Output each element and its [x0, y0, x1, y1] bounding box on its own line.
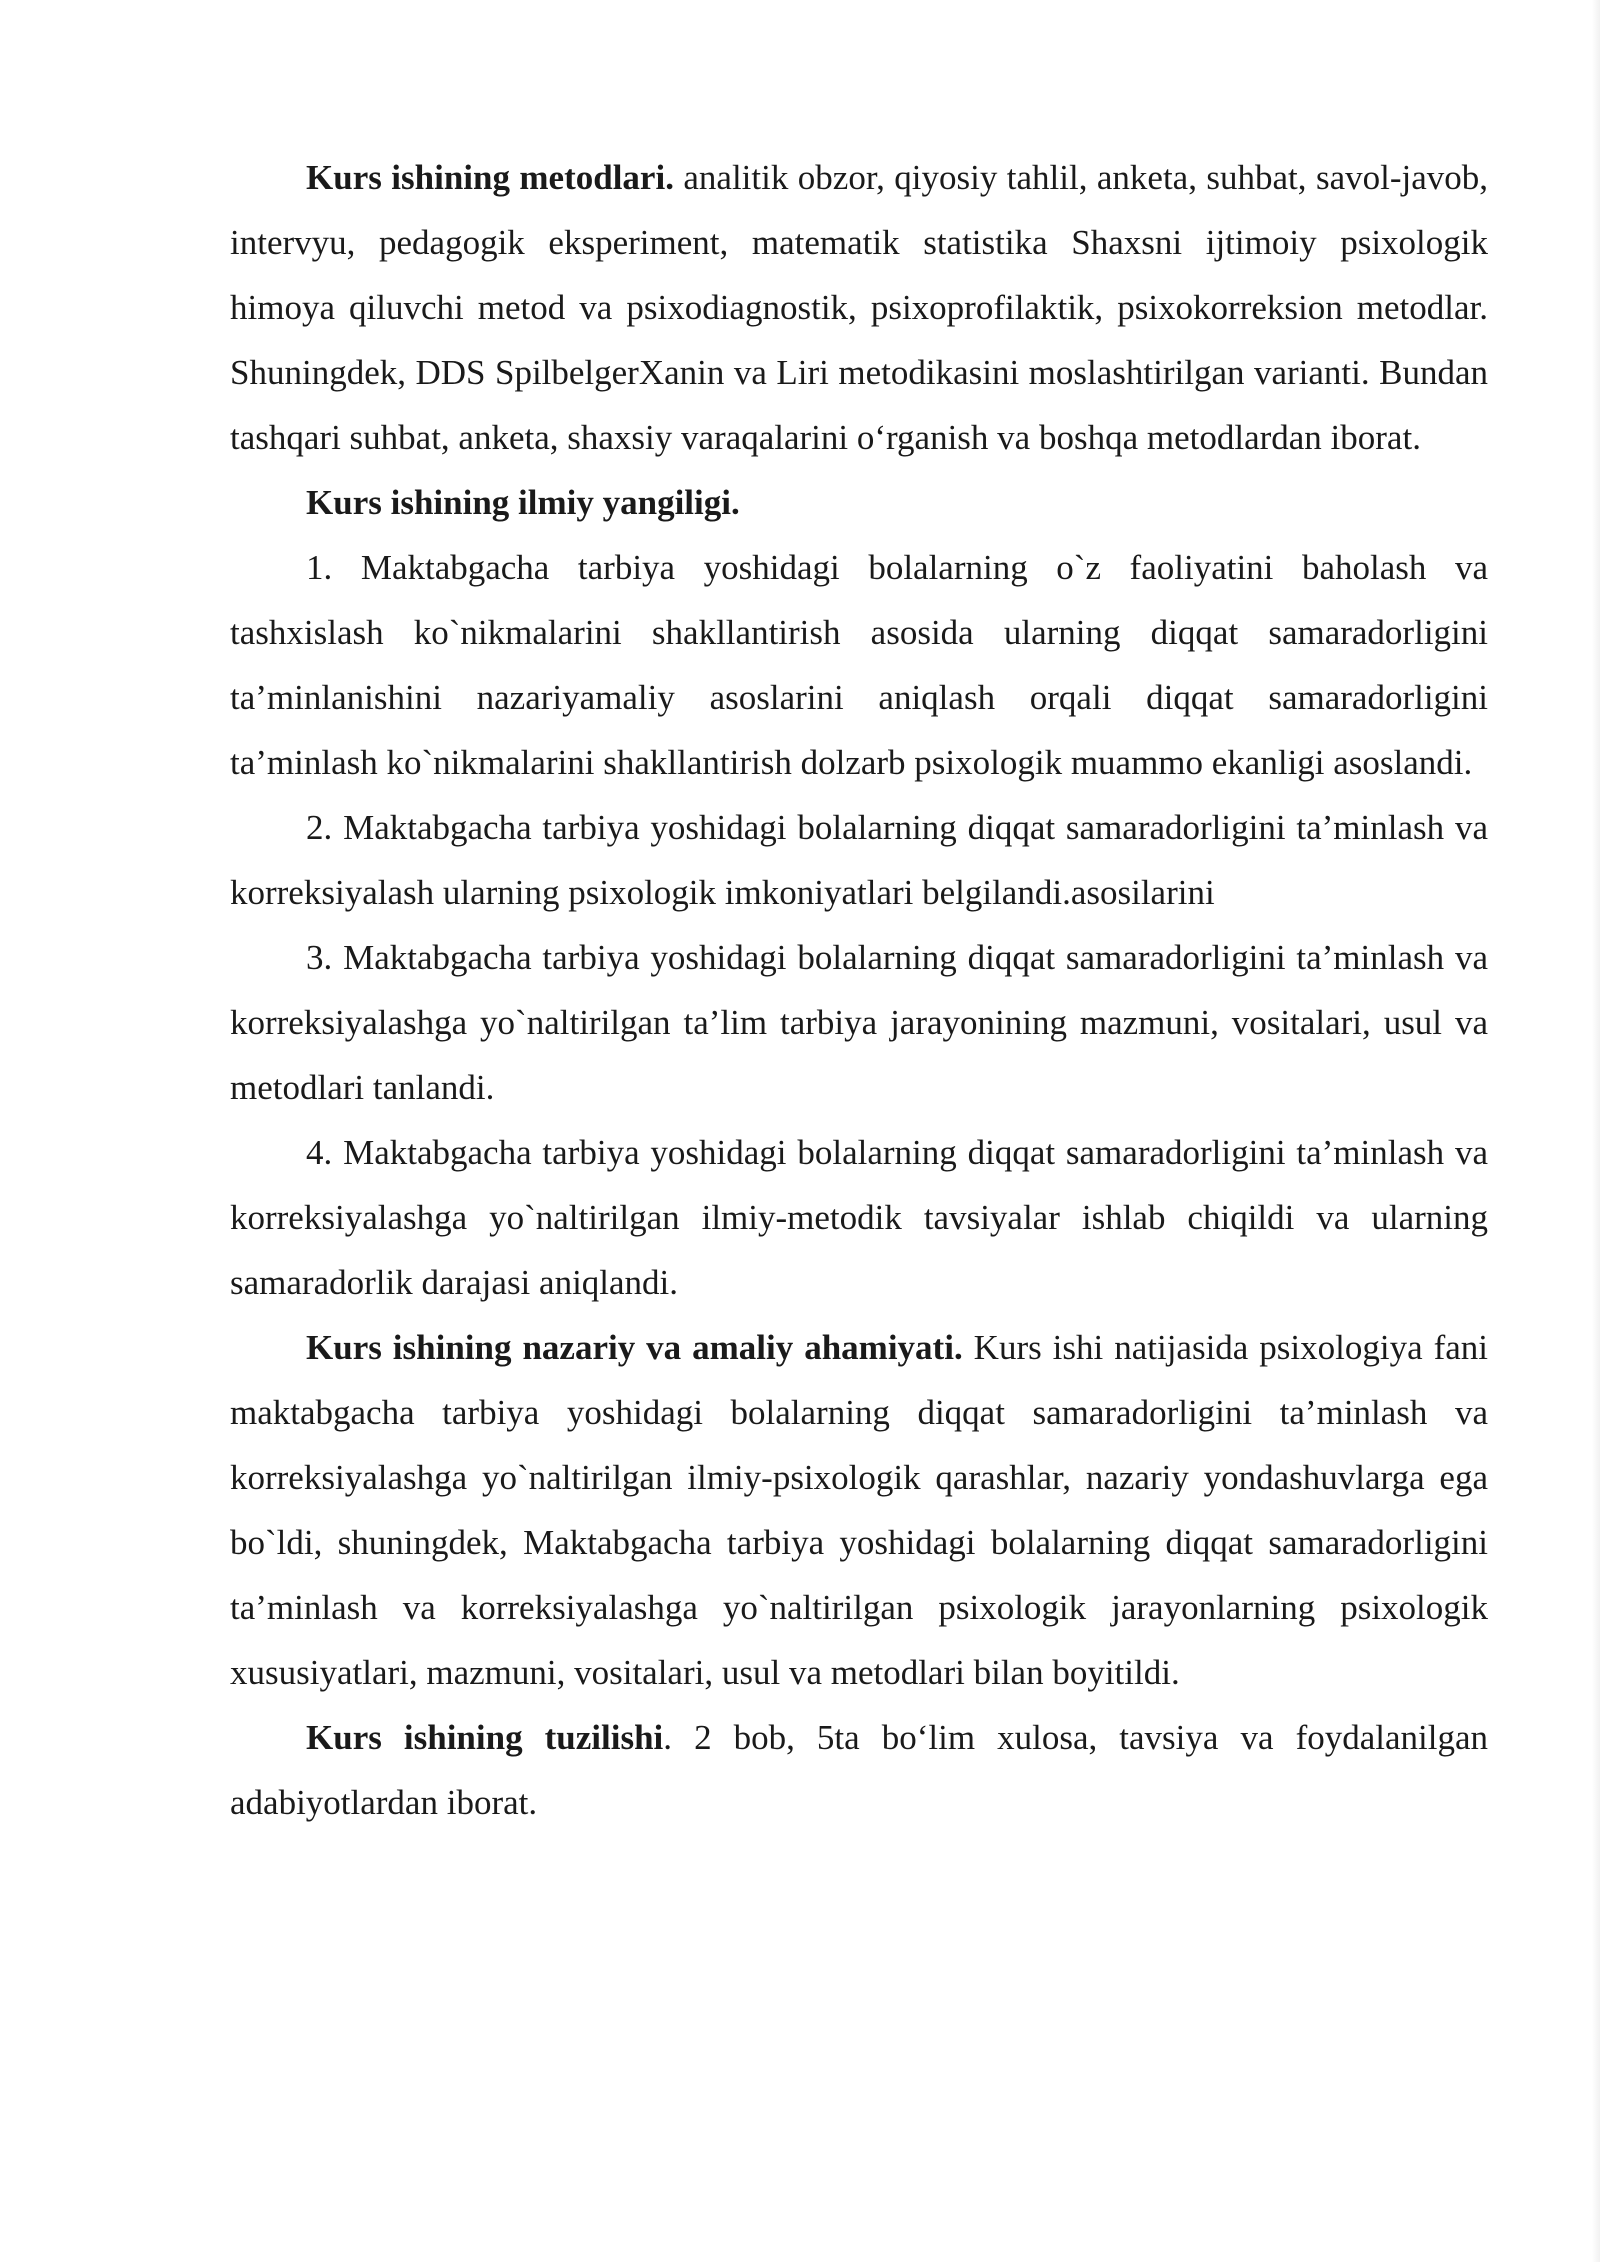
- methods-paragraph: [230, 145, 1488, 470]
- novelty-heading: Kurs ishining ilmiy yangiligi.: [306, 483, 740, 522]
- structure-paragraph: [230, 1705, 1488, 1835]
- methods-text: analitik obzor, qiyosiy tahlil, anketa, suhbat, savol-javob, intervyu, pedagogik eksperiment, matematik statistika Shaxsni ijtimoiy psixologik himoya qiluvchi metod va psixodiagnostik, psixoprofilaktik, psixokorreksion metodlar. Shuningdek, DDS SpilbelgerXanin va Liri metodikasini moslashtirilgan varianti. Bundan tashqari suhbat, anketa, shaxsiy varaqalarini o‘rganish va boshqa metodlardan iborat.: [230, 158, 1488, 457]
- significance-text: Kurs ishi natijasida psixologiya fani maktabgacha tarbiya yoshidagi bolalarning diqqat samaradorligini ta’minlash va korreksiyalashga yo`naltirilgan ilmiy-psixologik qarashlar, nazariy yondashuvlarga ega bo`ldi, shuningdek, Maktabgacha tarbiya yoshidagi bolalarning diqqat samaradorligini ta’minlash va korreksiyalashga yo`naltirilgan psixologik jarayonlarning psixologik xususiyatlari, mazmuni, vositalari, usul va metodlari bilan boyitildi.: [230, 1328, 1489, 1692]
- novelty-item-1: 1. Maktabgacha tarbiya yoshidagi bolalarning o`z faoliyatini baholash va tashxislash ko`nikmalarini shakllantirish asosida ularning diqqat samaradorligini ta’minlanishini nazariyamaliy asoslarini aniqlash orqali diqqat samaradorligini ta’minlash ko`nikmalarini shakllantirish dolzarb psixologik muammo ekanligi asoslandi.: [230, 548, 1488, 782]
- document-body: [230, 145, 1488, 1835]
- novelty-item-2: 2. Maktabgacha tarbiya yoshidagi bolalarning diqqat samaradorligini ta’minlash va korreksiyalash ularning psixologik imkoniyatlari belgilandi.asosilarini: [230, 808, 1488, 912]
- page-edge-shadow: [1592, 0, 1600, 2262]
- significance-paragraph: [230, 1315, 1488, 1705]
- novelty-item-3: 3. Maktabgacha tarbiya yoshidagi bolalarning diqqat samaradorligini ta’minlash va korreksiyalashga yo`naltirilgan ta’lim tarbiya jarayonining mazmuni, vositalari, usul va metodlari tanlandi.: [230, 938, 1488, 1107]
- structure-text: . 2 bob, 5ta bo‘lim xulosa, tavsiya va foydalanilgan adabiyotlardan iborat.: [230, 1718, 1489, 1822]
- structure-heading: Kurs ishining tuzilishi: [306, 1718, 664, 1757]
- significance-heading: Kurs ishining nazariy va amaliy ahamiyati.: [306, 1328, 963, 1367]
- novelty-item-4: 4. Maktabgacha tarbiya yoshidagi bolalarning diqqat samaradorligini ta’minlash va korreksiyalashga yo`naltirilgan ilmiy-metodik tavsiyalar ishlab chiqildi va ularning samaradorlik darajasi aniqlandi.: [230, 1133, 1488, 1302]
- novelty-heading-paragraph: [230, 470, 1488, 535]
- methods-heading: Kurs ishining metodlari.: [306, 158, 674, 197]
